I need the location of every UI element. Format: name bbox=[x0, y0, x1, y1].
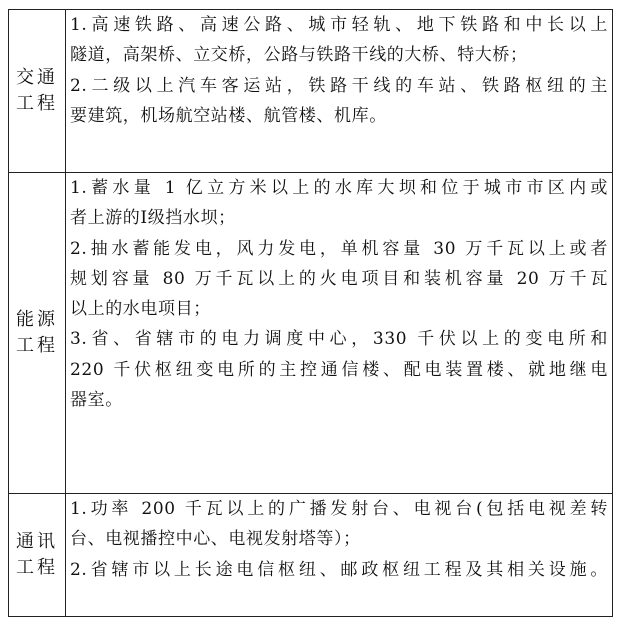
description-cell bbox=[66, 494, 613, 617]
description-line: 1.功率 200 千瓦以上的广播发射台、电视台(包括电视差转 bbox=[70, 499, 608, 519]
description-line: 器室。 bbox=[70, 390, 123, 411]
description-line: 要建筑，机场航空站楼、航管楼、机库。 bbox=[70, 105, 387, 126]
description-line: 1.高速铁路、高速公路、城市轻轨、地下铁路和中长以上 bbox=[70, 15, 608, 35]
description-line: 台、电视播控中心、电视发射塔等）； bbox=[70, 529, 361, 550]
description-line: 规划容量 80 万千瓦以上的火电项目和装机容量 20 万千瓦 bbox=[70, 268, 608, 289]
description-line: 以上的水电项目； bbox=[70, 299, 211, 320]
description-line: 者上游的Ⅰ级挡水坝； bbox=[70, 208, 236, 229]
table-row-communication bbox=[9, 494, 613, 617]
category-label-energy: 能源工程 bbox=[16, 309, 58, 356]
description-line: 220 千伏枢纽变电所的主控通信楼、配电装置楼、就地继电 bbox=[70, 359, 608, 380]
category-cell bbox=[9, 173, 66, 494]
category-cell bbox=[9, 494, 66, 617]
table-row-transport bbox=[9, 10, 613, 173]
engineering-category-table bbox=[8, 9, 613, 617]
category-label-communication: 通讯工程 bbox=[16, 531, 58, 578]
description-line: 3.省、省辖市的电力调度中心，330 千伏以上的变电所和 bbox=[70, 329, 608, 350]
category-cell bbox=[9, 10, 66, 173]
description-cell bbox=[66, 10, 613, 173]
description-line: 2.省辖市以上长途电信枢纽、邮政枢纽工程及其相关设施。 bbox=[70, 559, 608, 580]
description-line: 2.抽水蓄能发电，风力发电，单机容量 30 万千瓦以上或者 bbox=[70, 238, 608, 259]
description-cell bbox=[66, 173, 613, 494]
table-row-energy bbox=[9, 173, 613, 494]
description-line: 1.蓄水量 1 亿立方米以上的水库大坝和位于城市市区内或 bbox=[70, 178, 608, 198]
description-line: 2.二级以上汽车客运站，铁路干线的车站、铁路枢纽的主 bbox=[70, 75, 608, 96]
description-line: 隧道，高架桥、立交桥，公路与铁路干线的大桥、特大桥； bbox=[70, 45, 528, 66]
category-label-transport: 交通工程 bbox=[16, 67, 58, 114]
